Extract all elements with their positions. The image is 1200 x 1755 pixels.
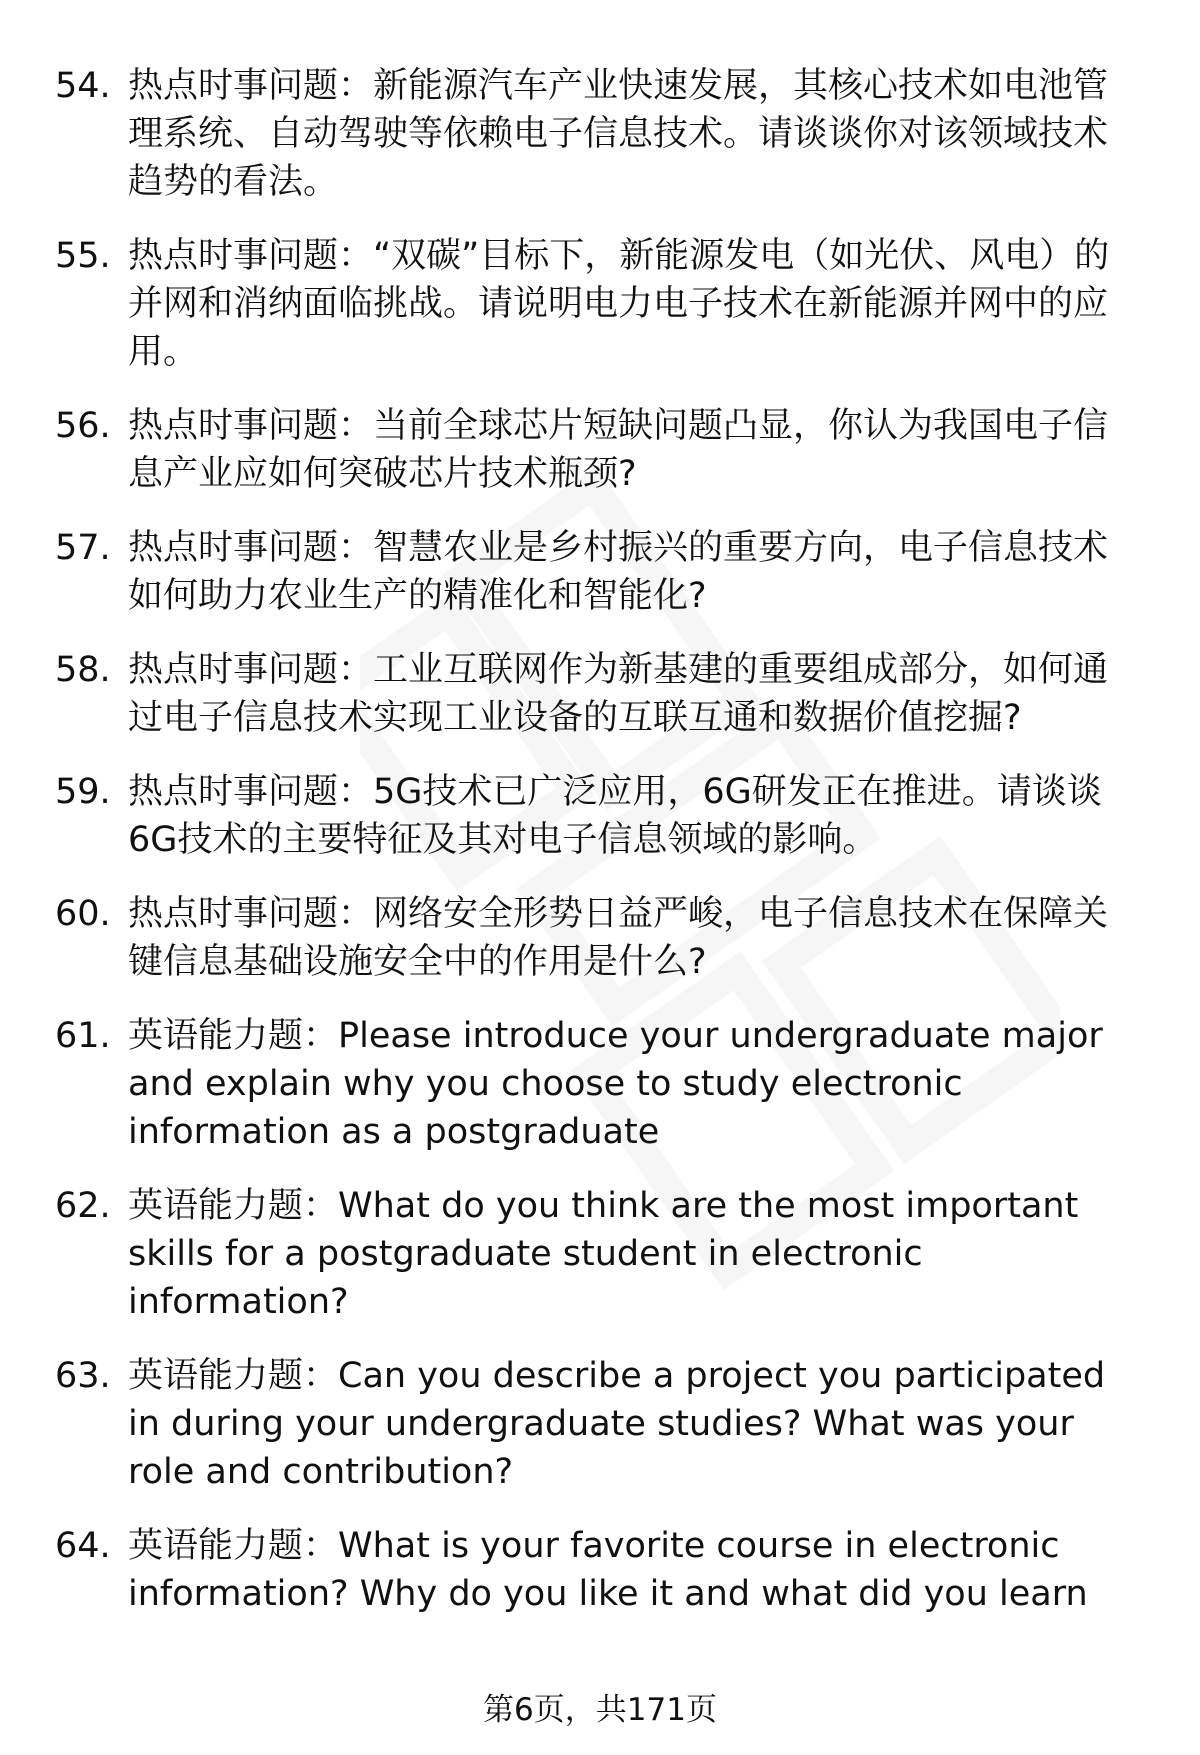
question-item bbox=[0, 62, 1200, 206]
question-item bbox=[0, 890, 1200, 986]
question-text-block bbox=[128, 1182, 1140, 1326]
question-text-block bbox=[128, 890, 1140, 986]
question-text: “双碳”目标下，新能源发电（如光伏、风电）的并网和消纳面临挑战。请说明电力电子技术在新能源并网中的应用。 bbox=[128, 236, 1110, 372]
question-text-block bbox=[128, 1352, 1140, 1496]
question-item bbox=[0, 1522, 1200, 1618]
question-number: 57. bbox=[55, 528, 111, 568]
page-indicator: 第6页，共171页 bbox=[483, 1692, 717, 1728]
question-text-block bbox=[128, 524, 1140, 620]
question-text: What do you think are the most important skills for a postgraduate student in electronic information? bbox=[128, 1186, 1079, 1322]
question-item bbox=[0, 646, 1200, 742]
question-text: 当前全球芯片短缺问题凸显，你认为我国电子信息产业应如何突破芯片技术瓶颈? bbox=[128, 406, 1109, 494]
question-item bbox=[0, 1182, 1200, 1326]
question-text: 网络安全形势日益严峻，电子信息技术在保障关键信息基础设施安全中的作用是什么? bbox=[128, 894, 1109, 982]
question-text-block bbox=[128, 1012, 1140, 1156]
question-item bbox=[0, 524, 1200, 620]
question-category: 热点时事问题： bbox=[128, 528, 374, 568]
question-text: 智慧农业是乡村振兴的重要方向，电子信息技术如何助力农业生产的精准化和智能化? bbox=[128, 528, 1109, 616]
question-text: Can you describe a project you participated in during your undergraduate studies? What was your role and contribution? bbox=[128, 1356, 1106, 1492]
question-number: 55. bbox=[55, 236, 111, 276]
question-text-block bbox=[128, 62, 1140, 206]
question-text-block bbox=[128, 232, 1140, 376]
question-item bbox=[0, 402, 1200, 498]
question-list bbox=[0, 62, 1200, 1644]
question-number: 61. bbox=[55, 1016, 111, 1056]
question-number: 64. bbox=[55, 1526, 111, 1566]
question-category: 英语能力题： bbox=[128, 1356, 339, 1396]
question-category: 英语能力题： bbox=[128, 1526, 339, 1566]
question-number: 56. bbox=[55, 406, 111, 446]
question-number: 62. bbox=[55, 1186, 111, 1226]
question-category: 英语能力题： bbox=[128, 1186, 339, 1226]
question-category: 热点时事问题： bbox=[128, 772, 374, 812]
question-number: 60. bbox=[55, 894, 111, 934]
question-text: 新能源汽车产业快速发展，其核心技术如电池管理系统、自动驾驶等依赖电子信息技术。请谈谈你对该领域技术趋势的看法。 bbox=[128, 66, 1109, 202]
question-text-block bbox=[128, 1522, 1140, 1618]
question-category: 热点时事问题： bbox=[128, 894, 374, 934]
question-number: 58. bbox=[55, 650, 111, 690]
question-category: 热点时事问题： bbox=[128, 406, 374, 446]
question-item bbox=[0, 1352, 1200, 1496]
question-number: 63. bbox=[55, 1356, 111, 1396]
question-text: What is your favorite course in electronic information? Why do you like it and what did you learn bbox=[128, 1526, 1088, 1614]
question-category: 热点时事问题： bbox=[128, 236, 374, 276]
question-text: Please introduce your undergraduate major and explain why you choose to study electronic information as a postgraduate bbox=[128, 1016, 1103, 1152]
question-text: 工业互联网作为新基建的重要组成部分，如何通过电子信息技术实现工业设备的互联互通和数据价值挖掘? bbox=[128, 650, 1109, 738]
question-text-block bbox=[128, 402, 1140, 498]
question-number: 54. bbox=[55, 66, 111, 106]
question-category: 热点时事问题： bbox=[128, 66, 374, 106]
question-item bbox=[0, 768, 1200, 864]
question-category: 热点时事问题： bbox=[128, 650, 374, 690]
question-text-block bbox=[128, 768, 1140, 864]
question-number: 59. bbox=[55, 772, 111, 812]
question-item bbox=[0, 232, 1200, 376]
question-text: 5G技术已广泛应用，6G研发正在推进。请谈谈6G技术的主要特征及其对电子信息领域的影响。 bbox=[128, 772, 1102, 860]
question-category: 英语能力题： bbox=[128, 1016, 339, 1056]
question-item bbox=[0, 1012, 1200, 1156]
question-text-block bbox=[128, 646, 1140, 742]
